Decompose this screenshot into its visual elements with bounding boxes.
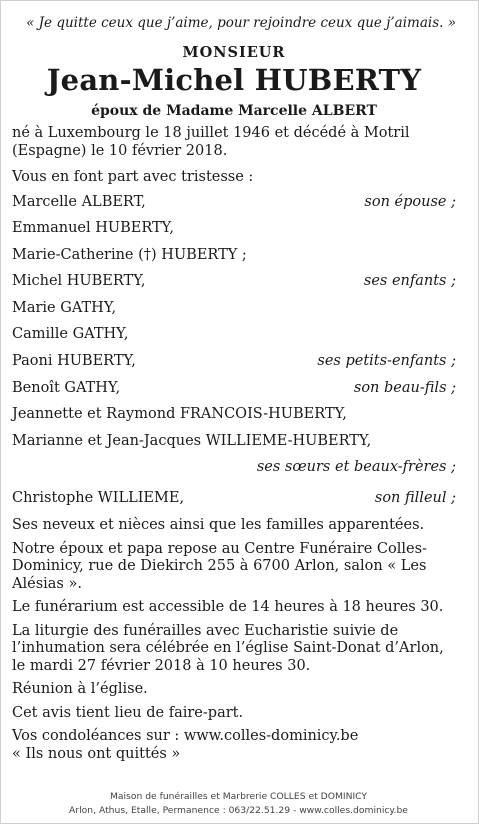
funeral-service-info: La liturgie des funérailles avec Eucharistie suivie de l’inhumation sera célébrée en l’église Saint-Donat d’Arlon, le mardi 27 février 2018 à 10 heures 30.	[12, 622, 444, 674]
repose-info: Notre époux et papa repose au Centre Funéraire Colles-Dominicy, rue de Diekirch 255 à 6700 Arlon, salon « Les Alésias ».	[12, 540, 427, 592]
family-member-name: Marianne et Jean-Jacques WILLIEME-HUBERTY,	[12, 432, 372, 449]
family-row	[12, 300, 456, 327]
funeral-home-name: Maison de funérailles et Marbrerie COLLES et DOMINICY	[109, 791, 368, 802]
family-row	[12, 326, 456, 353]
family-member-name: Jeannette et Raymond FRANCOIS-HUBERTY,	[12, 406, 347, 423]
closing-line: « Ils nous ont quittés »	[12, 745, 181, 762]
epigraph-quote: « Je quitte ceux que j’aime, pour rejoindre ceux que j’aimais. »	[26, 15, 456, 31]
family-member-name: Paoni HUBERTY,	[12, 353, 136, 370]
family-list	[12, 194, 456, 518]
family-relation: ses enfants ;	[363, 273, 456, 290]
family-row	[12, 220, 456, 247]
announcement-line: Vous en font part avec tristesse :	[12, 169, 254, 185]
family-row	[12, 380, 456, 407]
family-relation: son filleul ;	[374, 490, 456, 507]
family-row	[12, 194, 456, 221]
family-member-name: Camille GATHY,	[12, 326, 129, 343]
family-row	[12, 490, 456, 517]
family-member-name: Benoît GATHY,	[12, 379, 121, 396]
family-member-name: Marie GATHY,	[12, 299, 117, 316]
family-row	[12, 353, 456, 380]
family-relation: ses sœurs et beaux-frères ;	[256, 459, 456, 476]
family-member-name: Marie-Catherine (†) HUBERTY ;	[12, 246, 247, 263]
gathering-info: Réunion à l’église.	[12, 681, 148, 698]
funeral-home-footer	[0, 790, 477, 818]
condolences-line: Vos condoléances sur : www.colles-dominicy.be	[12, 728, 359, 745]
family-row	[12, 406, 456, 433]
family-member-name: Emmanuel HUBERTY,	[12, 220, 174, 237]
visiting-hours: Le funérarium est accessible de 14 heures à 18 heures 30.	[12, 599, 444, 616]
family-row	[12, 247, 456, 274]
family-row	[12, 459, 456, 490]
family-row	[12, 273, 456, 300]
family-relation: ses petits-enfants ;	[317, 353, 456, 370]
family-relation: son beau-fils ;	[353, 379, 456, 396]
extended-family-line: Ses neveux et nièces ainsi que les familles apparentées.	[12, 517, 425, 534]
birth-death-info: né à Luxembourg le 18 juillet 1946 et décédé à Motril (Espagne) le 10 février 2018.	[12, 125, 410, 159]
family-member-name: Marcelle ALBERT,	[12, 193, 146, 210]
family-relation: son épouse ;	[364, 193, 456, 210]
notice-content	[12, 14, 456, 769]
family-member-name: Michel HUBERTY,	[12, 273, 146, 290]
honorific-title: MONSIEUR	[182, 44, 286, 61]
family-row	[12, 433, 456, 460]
notice-statement: Cet avis tient lieu de faire-part.	[12, 704, 244, 721]
family-member-name: Christophe WILLIEME,	[12, 490, 185, 507]
spouse-line: époux de Madame Marcelle ALBERT	[91, 103, 377, 119]
funeral-home-contact: Arlon, Athus, Etalle, Permanence : 063/22.51.29 - www.colles.dominicy.be	[69, 805, 408, 816]
deceased-name: Jean-Michel HUBERTY	[46, 63, 422, 97]
